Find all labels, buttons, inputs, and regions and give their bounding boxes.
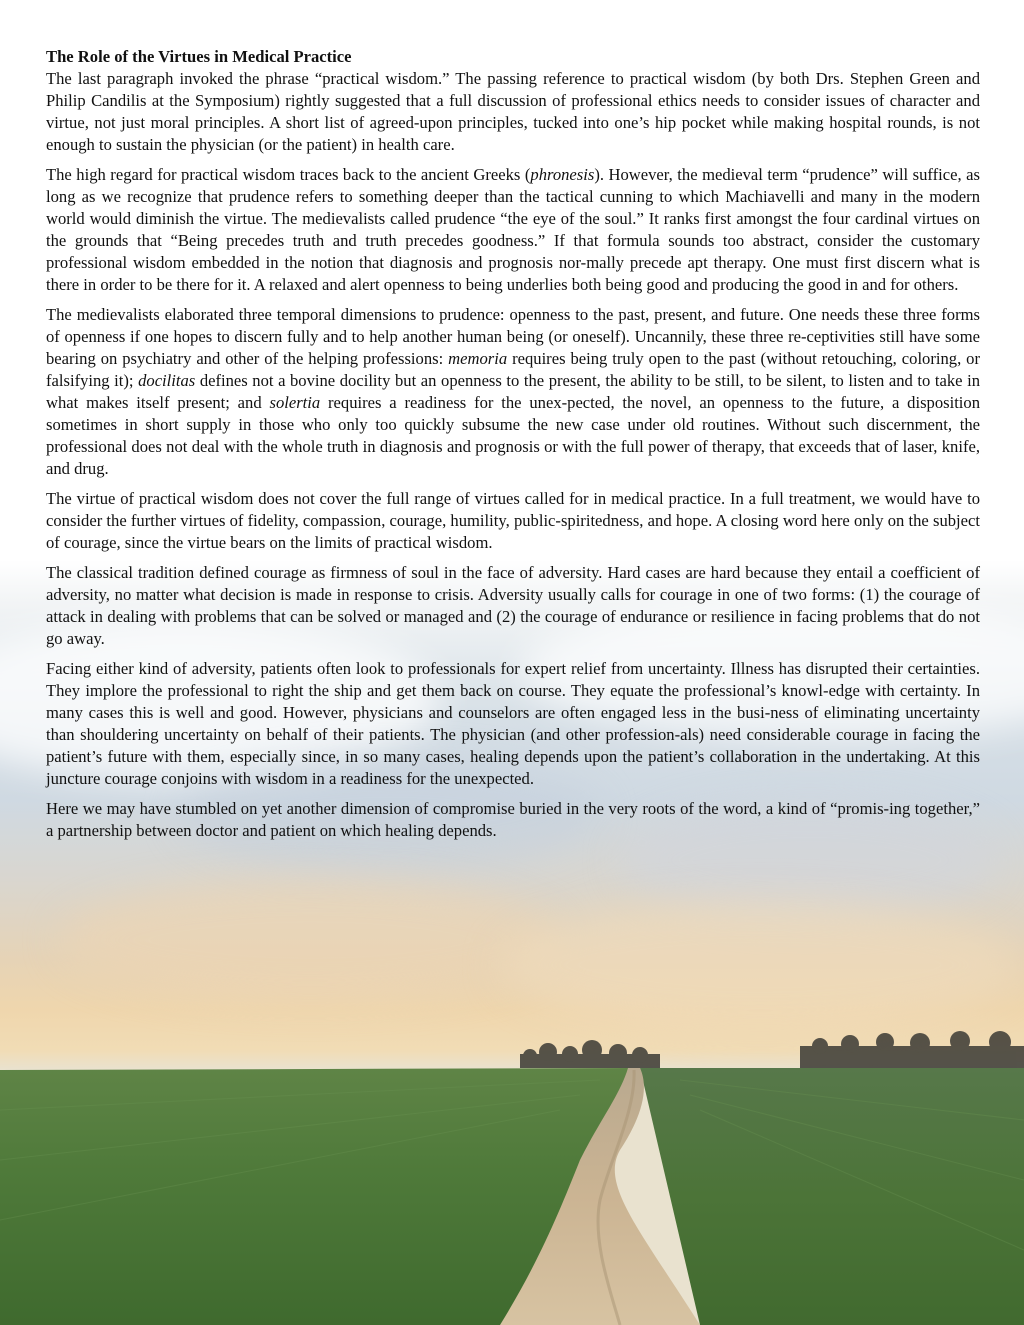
article-body [46, 46, 980, 850]
italic-term: memoria [448, 349, 508, 368]
paragraph-6: Facing either kind of adversity, patients often look to professionals for expert relief from uncertainty. Illness has disrupted their certainties. They implore the professional to right the ship and get them back on course. They equate the professional’s knowl-edge with certainty. In many cases this is well and good. However, physicians and counselors are often engaged less in the busi-ness of eliminating uncertainty than shouldering uncertainty on behalf of their patients. The physician (and other profession-als) need considerable courage in facing the patient’s future with them, especially since, in so many cases, healing depends upon the patient’s collaboration in the undertaking. At this juncture courage conjoins with wisdom in a readiness for the unexpected. [46, 659, 980, 788]
article-heading: The Role of the Virtues in Medical Practice [46, 47, 352, 66]
paragraph-4: The virtue of practical wisdom does not cover the full range of virtues called for in medical practice. In a full treatment, we would have to consider the further virtues of fidelity, compassion, courage, humility, public-spiritedness, and hope. A closing word here only on the subject of courage, since the virtue bears on the limits of practical wisdom. [46, 489, 980, 552]
paragraph-3 [46, 304, 980, 480]
italic-term: docilitas [138, 371, 196, 390]
tree-line [520, 1031, 1024, 1068]
text-run: defines not a bovine docility but an openness to the present, the ability to be still, to be silent, to listen and to take in what makes itself present; and [46, 371, 980, 412]
text-run: The medievalists elaborated three temporal dimensions to prudence: openness to the past, present, and future. One needs these three forms of openness if one hopes to discern fully and to help another human being (or oneself). Uncannily, these three re-ceptivities still have some bearing on psychiatry and other of the helping professions: [46, 305, 980, 368]
italic-term: phronesis [530, 165, 595, 184]
paragraph-1: The last paragraph invoked the phrase “practical wisdom.” The passing reference to practical wisdom (by both Drs. Stephen Green and Philip Candilis at the Symposium) rightly suggested that a full discussion of professional ethics needs to consider issues of character and virtue, not just moral principles. A short list of agreed-upon principles, tucked into one’s hip pocket while making hospital rounds, is not enough to sustain the physician (or the patient) in health care. [46, 69, 980, 154]
text-run: ). However, the medieval term “prudence” will suffice, as long as we recognize that prudence refers to something deeper than the tactical cunning to which Machiavelli and many in the modern world would diminish the virtue. The medievalists called prudence “the eye of the soul.” It ranks first amongst the four cardinal virtues on the grounds that “Being precedes truth and truth precedes goodness.” If that formula sounds too abstract, consider the customary professional wisdom embedded in the notion that diagnosis and prognosis nor-mally precede apt therapy. One must first discern what is there in order to be there for it. A relaxed and alert openness to being underlies both being good and producing the good in and for others. [46, 165, 980, 294]
text-run: requires being truly open to the past (without retouching, coloring, or falsifying it); [46, 349, 980, 390]
paragraph-5: The classical tradition defined courage as firmness of soul in the face of adversity. Hard cases are hard because they entail a coefficient of adversity, no matter what decision is made in response to crisis. Adversity usually calls for courage in one of two forms: (1) the courage of attack in dealing with problems that can be solved or managed and (2) the courage of endurance or resilience in facing problems that do not go away. [46, 563, 980, 648]
paragraph-2 [46, 164, 980, 296]
text-run: The high regard for practical wisdom traces back to the ancient Greeks ( [46, 165, 531, 184]
text-run: requires a readiness for the unex-pected, the novel, an openness to the future, a disposition sometimes in short supply in those who only too quickly subsume the new case under old routines. Without such discernment, the professional does not deal with the whole truth in diagnosis and prognosis or with the full power of therapy, that exceeds that of laser, knife, and drug. [46, 393, 981, 478]
italic-term: solertia [269, 393, 321, 412]
paragraph-7: Here we may have stumbled on yet another dimension of compromise buried in the very roots of the word, a kind of “promis-ing together,” a partnership between doctor and patient on which healing depends. [46, 799, 980, 840]
right-field [640, 1068, 1024, 1325]
